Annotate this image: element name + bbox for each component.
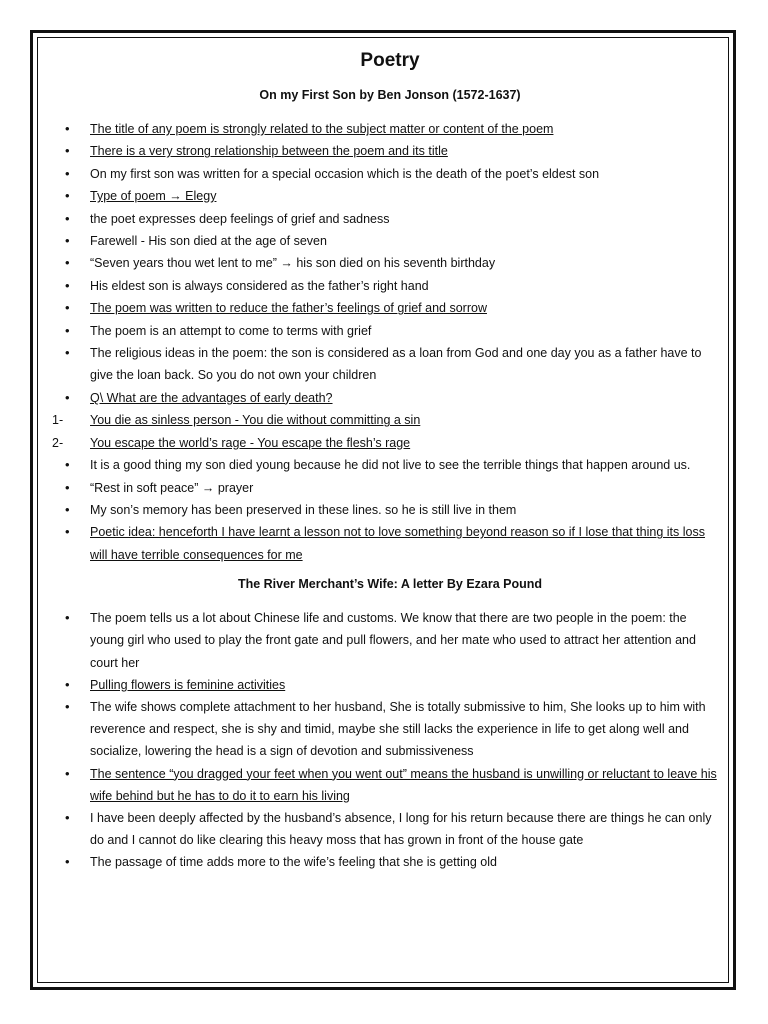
list-item bbox=[58, 230, 722, 252]
list-item bbox=[58, 320, 722, 342]
list-item bbox=[58, 342, 722, 387]
list-item bbox=[58, 454, 722, 476]
number-marker: 2- bbox=[52, 435, 64, 450]
list-item-text: Pulling flowers is feminine activities bbox=[90, 677, 286, 692]
document-content bbox=[52, 48, 722, 874]
list-item bbox=[58, 387, 722, 409]
list-item bbox=[58, 477, 722, 499]
bullet-marker: • bbox=[65, 300, 70, 316]
bullet-marker: • bbox=[65, 501, 70, 517]
bullet-marker: • bbox=[65, 676, 70, 692]
list-item-text: You die as sinless person - You die without committing a sin bbox=[90, 413, 421, 428]
bullet-marker: • bbox=[65, 188, 70, 204]
list-item-text: Poetic idea: henceforth I have learnt a lesson not to love something beyond reason so if I lose that thing its loss will have terrible consequences for me bbox=[90, 525, 705, 562]
section-heading-first-son: On my First Son by Ben Jonson (1572-1637) bbox=[259, 88, 521, 102]
bullet-marker: • bbox=[65, 479, 70, 495]
list-item bbox=[58, 275, 722, 297]
list-item-text: The religious ideas in the poem: the son is considered as a loan from God and one day you as a father have to give the loan back. So you do not own your children bbox=[90, 346, 702, 383]
list-item bbox=[58, 297, 722, 319]
list-item bbox=[58, 499, 722, 521]
list-item bbox=[58, 140, 722, 162]
list-item bbox=[58, 607, 722, 674]
bullet-marker: • bbox=[65, 524, 70, 540]
bullet-marker: • bbox=[65, 698, 70, 714]
bullet-marker: • bbox=[65, 143, 70, 159]
list-item bbox=[58, 118, 722, 140]
list-item-text: Farewell - His son died at the age of seven bbox=[90, 234, 327, 249]
list-item-text: Q\ What are the advantages of early death? bbox=[90, 390, 333, 405]
list-item-text: “Rest in soft peace” → prayer bbox=[90, 480, 254, 495]
list-item-text: the poet expresses deep feelings of grief and sadness bbox=[90, 211, 390, 226]
list-item-text: The poem is an attempt to come to terms with grief bbox=[90, 323, 372, 338]
list-item bbox=[58, 807, 722, 851]
section-heading-river-merchant: The River Merchant’s Wife: A letter By Ezara Pound bbox=[237, 577, 543, 592]
list-item-text: On my first son was written for a special occasion which is the death of the poet’s eldest son bbox=[90, 166, 600, 181]
bullet-marker: • bbox=[65, 322, 70, 338]
list-item-text: The title of any poem is strongly related to the subject matter or content of the poem bbox=[90, 122, 554, 136]
list-item bbox=[52, 409, 722, 431]
bullet-marker: • bbox=[65, 277, 70, 293]
list-item bbox=[58, 163, 722, 185]
list-item bbox=[58, 763, 722, 807]
bullet-marker: • bbox=[65, 610, 70, 626]
document-title: Poetry bbox=[360, 50, 420, 71]
list-item bbox=[52, 432, 722, 454]
list-item-text: It is a good thing my son died young because he did not live to see the terrible things that happen around us. bbox=[90, 458, 691, 473]
list-item bbox=[58, 185, 722, 207]
notes-list-first-son bbox=[52, 118, 722, 566]
bullet-marker: • bbox=[65, 255, 70, 271]
notes-list-river-merchant bbox=[58, 607, 722, 873]
list-item-text: Type of poem → Elegy bbox=[90, 189, 217, 204]
list-item bbox=[58, 851, 722, 873]
list-item bbox=[58, 252, 722, 274]
list-item bbox=[58, 696, 722, 763]
bullet-marker: • bbox=[65, 121, 70, 136]
list-item-text: The poem was written to reduce the father’s feelings of grief and sorrow bbox=[90, 301, 487, 316]
number-marker: 1- bbox=[52, 413, 64, 428]
bullet-marker: • bbox=[65, 809, 70, 825]
list-item-text: I have been deeply affected by the husband’s absence, I long for his return because there are things he can only do and I cannot do like clearing this heavy moss that has grown in front of the house gate bbox=[90, 810, 712, 848]
bullet-marker: • bbox=[65, 457, 70, 473]
bullet-marker: • bbox=[65, 345, 70, 361]
list-item bbox=[58, 674, 722, 696]
list-item bbox=[58, 208, 722, 230]
list-item-text: The poem tells us a lot about Chinese life and customs. We know that there are two people in the poem: the young girl who used to play the front gate and pull flowers, and her mate who used to attract her attention and court her bbox=[90, 611, 696, 670]
list-item-text: The passage of time adds more to the wife’s feeling that she is getting old bbox=[90, 855, 497, 870]
list-item-text: You escape the world’s rage - You escape the flesh’s rage bbox=[90, 435, 411, 450]
list-item-text: The sentence “you dragged your feet when you went out” means the husband is unwilling or reluctant to leave his wife behind but he has to do it to earn his living bbox=[90, 766, 717, 803]
bullet-marker: • bbox=[65, 165, 70, 181]
list-item-text: “Seven years thou wet lent to me” → his son died on his seventh birthday bbox=[90, 256, 496, 271]
bullet-marker: • bbox=[65, 854, 70, 870]
bullet-marker: • bbox=[65, 765, 70, 781]
list-item-text: The wife shows complete attachment to her husband, She is totally submissive to him, She looks up to him with reverence and respect, she is shy and timid, maybe she still lacks the experience in life to get along well and socialize, lowering the head is a sign of devotion and submissiveness bbox=[90, 699, 706, 759]
list-item bbox=[58, 521, 722, 566]
list-item-text: There is a very strong relationship between the poem and its title bbox=[90, 144, 448, 159]
bullet-marker: • bbox=[65, 233, 70, 249]
bullet-marker: • bbox=[65, 210, 70, 226]
list-item-text: His eldest son is always considered as the father’s right hand bbox=[90, 278, 429, 293]
list-item-text: My son’s memory has been preserved in these lines. so he is still live in them bbox=[90, 502, 517, 517]
bullet-marker: • bbox=[65, 389, 70, 405]
